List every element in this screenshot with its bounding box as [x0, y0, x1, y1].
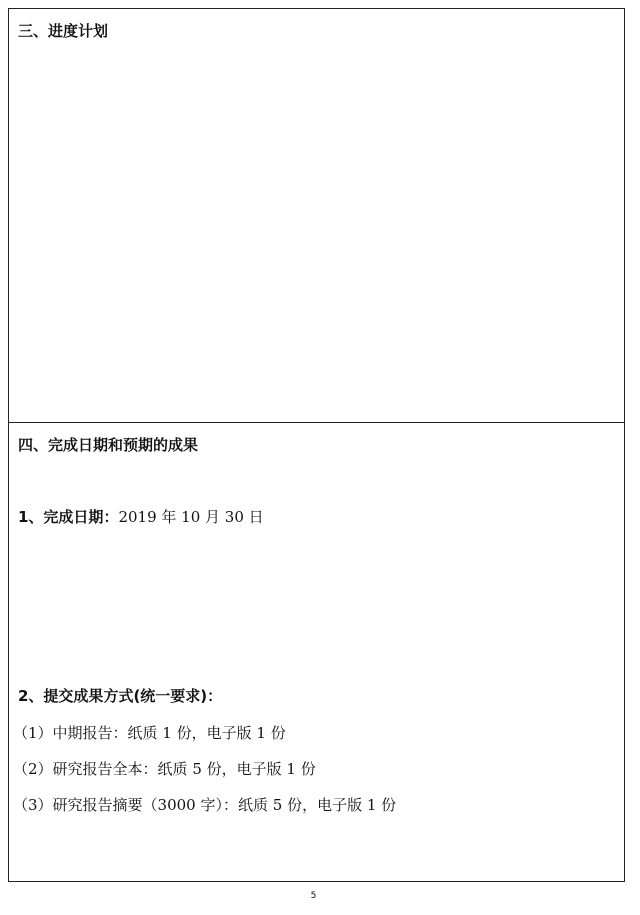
submission-item-2: （2）研究报告全本：纸质 5 份，电子版 1 份 — [13, 760, 316, 778]
section-title-progress-plan: 三、进度计划 — [18, 22, 109, 40]
document-table — [8, 8, 625, 882]
section-divider — [9, 422, 624, 423]
completion-date-value: 2019 年 10 月 30 日 — [118, 508, 264, 526]
submission-title: 2、提交成果方式(统一要求)： — [18, 687, 223, 705]
submission-item-1: （1）中期报告：纸质 1 份，电子版 1 份 — [13, 724, 286, 742]
section-title-completion: 四、完成日期和预期的成果 — [18, 436, 199, 454]
submission-item-3: （3）研究报告摘要（3000 字）：纸质 5 份，电子版 1 份 — [13, 796, 397, 814]
completion-date-label: 1、完成日期： — [18, 508, 119, 526]
page-number: 5 — [310, 891, 317, 901]
completion-date-line — [18, 509, 264, 525]
